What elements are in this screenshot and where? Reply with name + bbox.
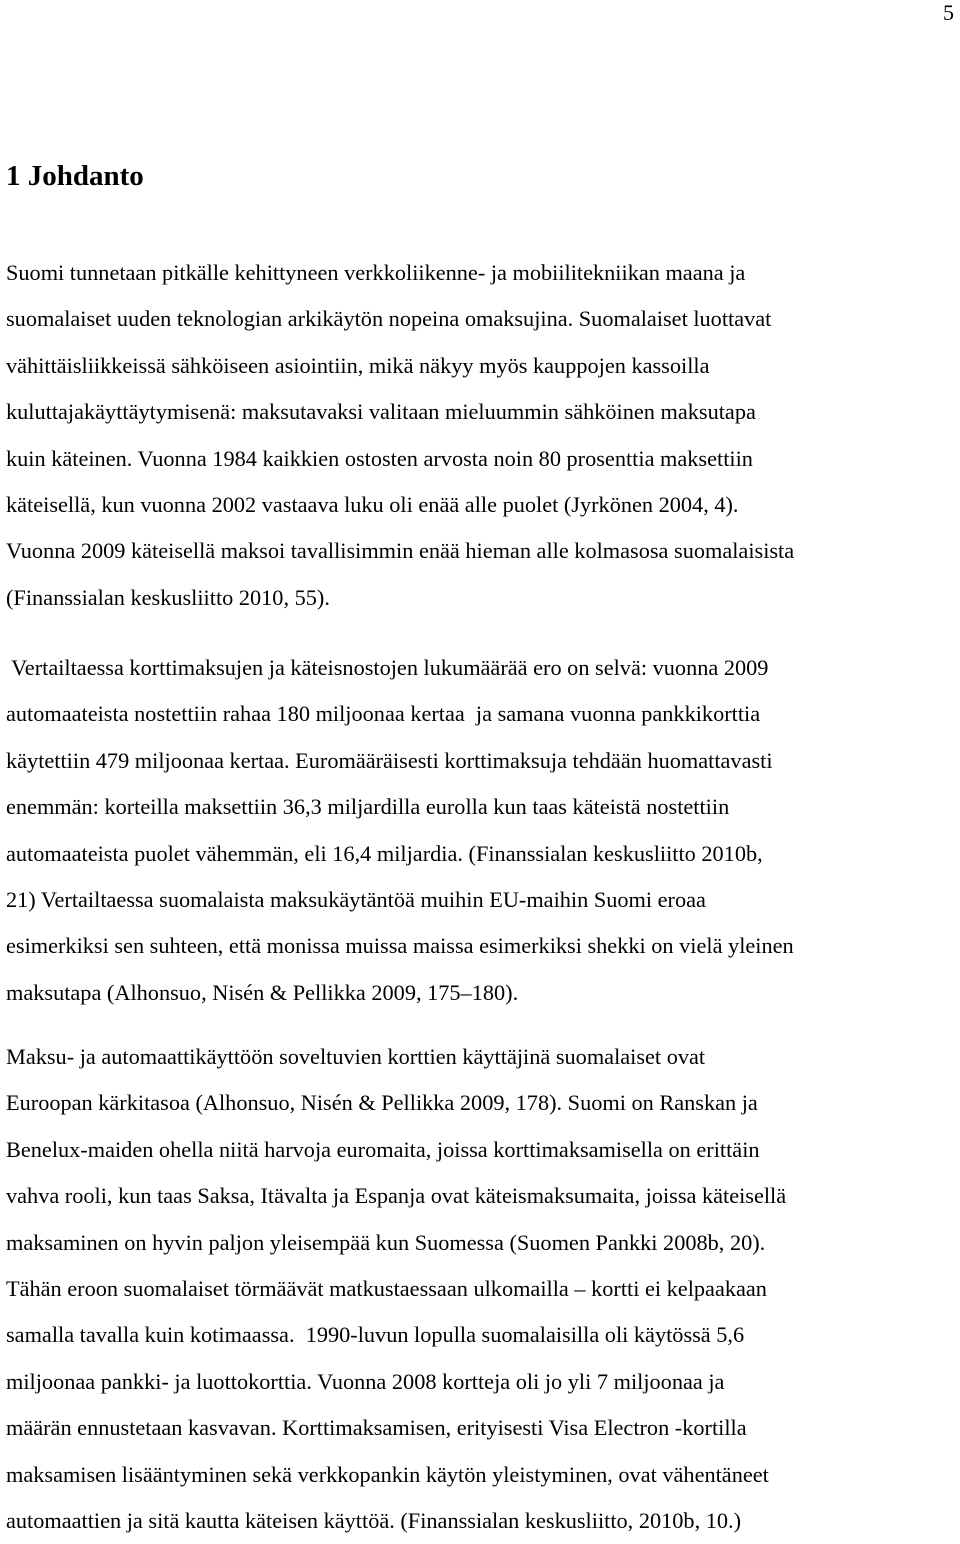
paragraph-line: Benelux-maiden ohella niitä harvoja euromaita, joissa korttimaksamisella on erittäin xyxy=(6,1136,760,1162)
paragraph-line: suomalaiset uuden teknologian arkikäytön nopeina omaksujina. Suomalaiset luottavat xyxy=(6,306,772,332)
paragraph-line: enemmän: korteilla maksettiin 36,3 miljardilla eurolla kun taas käteistä nostettiin xyxy=(6,794,730,820)
paragraph-line: Vuonna 2009 käteisellä maksoi tavallisimmin enää hieman alle kolmasosa suomalaisista xyxy=(6,538,795,564)
paragraph-line: Vertailtaessa korttimaksujen ja käteisnostojen lukumäärää ero on selvä: vuonna 2009 xyxy=(6,655,769,680)
paragraph-line: samalla tavalla kuin kotimaassa. 1990-luvun lopulla suomalaisilla oli käytössä 5,6 xyxy=(6,1322,745,1348)
paragraph-line: Euroopan kärkitasoa (Alhonsuo, Nisén & Pellikka 2009, 178). Suomi on Ranskan ja xyxy=(6,1090,758,1116)
paragraph-3 xyxy=(6,1034,958,1544)
paragraph-line: maksaminen on hyvin paljon yleisempää kun Suomessa (Suomen Pankki 2008b, 20). xyxy=(6,1229,766,1255)
paragraph-line: automaateista nostettiin rahaa 180 miljoonaa kertaa ja samana vuonna pankkikorttia xyxy=(6,701,761,727)
paragraph-line: Maksu- ja automaattikäyttöön soveltuvien korttien käyttäjinä suomalaiset ovat xyxy=(6,1044,706,1069)
paragraph-line: miljoonaa pankki- ja luottokorttia. Vuonna 2008 kortteja oli jo yli 7 miljoonaa ja xyxy=(6,1368,725,1394)
paragraph-line: maksutapa (Alhonsuo, Nisén & Pellikka 2009, 175–180). xyxy=(6,979,519,1005)
paragraph-2 xyxy=(6,645,958,1016)
paragraph-line: käteisellä, kun vuonna 2002 vastaava luku oli enää alle puolet (Jyrkönen 2004, 4). xyxy=(6,492,739,518)
paragraph-line: vahva rooli, kun taas Saksa, Itävalta ja Espanja ovat käteismaksumaita, joissa käteisellä xyxy=(6,1183,787,1209)
chapter-heading: 1 Johdanto xyxy=(6,160,144,192)
paragraph-line: maksamisen lisääntyminen sekä verkkopankin käytön yleistyminen, ovat vähentäneet xyxy=(6,1461,769,1487)
paragraph-line: vähittäisliikkeissä sähköiseen asiointiin, mikä näkyy myös kauppojen kassoilla xyxy=(6,352,710,378)
paragraph-line: käytettiin 479 miljoonaa kertaa. Euromääräisesti korttimaksuja tehdään huomattavasti xyxy=(6,747,773,773)
paragraph-line: esimerkiksi sen suhteen, että monissa muissa maissa esimerkiksi shekki on vielä yleinen xyxy=(6,933,794,959)
paragraph-line: kuin käteinen. Vuonna 1984 kaikkien ostosten arvosta noin 80 prosenttia maksettiin xyxy=(6,445,753,471)
paragraph-line: kuluttajakäyttäytymisenä: maksutavaksi valitaan mieluummin sähköinen maksutapa xyxy=(6,399,756,425)
paragraph-line: automaateista puolet vähemmän, eli 16,4 miljardia. (Finanssialan keskusliitto 2010b, xyxy=(6,840,763,866)
paragraph-line: automaattien ja sitä kautta käteisen käyttöä. (Finanssialan keskusliitto, 2010b, 10.) xyxy=(6,1508,742,1534)
paragraph-line: Tähän eroon suomalaiset törmäävät matkustaessaan ulkomailla – kortti ei kelpaakaan xyxy=(6,1276,767,1302)
paragraph-line: määrän ennustetaan kasvavan. Korttimaksamisen, erityisesti Visa Electron -kortilla xyxy=(6,1415,747,1441)
paragraph-line: 21) Vertailtaessa suomalaista maksukäytäntöä muihin EU-maihin Suomi eroaa xyxy=(6,887,706,913)
paragraph-1 xyxy=(6,250,958,621)
paragraph-line: (Finanssialan keskusliitto 2010, 55). xyxy=(6,584,330,610)
paragraph-line: Suomi tunnetaan pitkälle kehittyneen verkkoliikenne- ja mobiilitekniikan maana ja xyxy=(6,260,746,285)
page-number: 5 xyxy=(943,0,954,25)
